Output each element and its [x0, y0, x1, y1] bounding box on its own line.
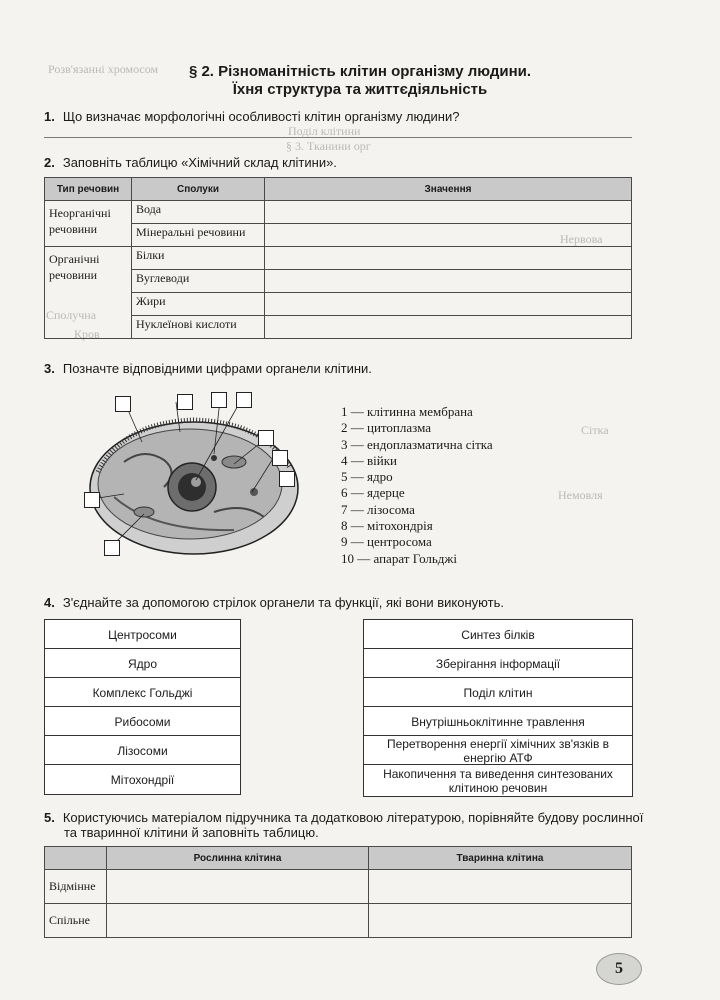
legend-item: 7 — лізосома: [341, 501, 415, 517]
question-4: [44, 594, 504, 611]
organelle-number-box[interactable]: [104, 540, 120, 556]
organelle-number-box[interactable]: [279, 471, 295, 487]
table-row: [45, 293, 632, 316]
legend-item: 9 — центросома: [341, 534, 432, 550]
question-2: [44, 154, 337, 171]
question-3: [44, 360, 372, 377]
organelle-box[interactable]: Центросоми: [44, 619, 241, 650]
row-label: Спільне: [45, 904, 107, 938]
question-text: З'єднайте за допомогою стрілок органели та функції, які вони виконують.: [62, 595, 504, 610]
legend-item: 3 — ендоплазматична сітка: [341, 436, 493, 452]
organelle-number-box[interactable]: [236, 392, 252, 408]
cell-comparison-table: [44, 846, 632, 938]
answer-cell[interactable]: [265, 316, 632, 339]
organelle-box[interactable]: Лізосоми: [44, 735, 241, 766]
legend-item: 5 — ядро: [341, 469, 393, 485]
organelle-box[interactable]: Ядро: [44, 648, 241, 679]
question-text: Що визначає морфологічні особливості клітин організму людини?: [62, 109, 460, 124]
function-box[interactable]: Зберігання інформації: [363, 648, 633, 679]
function-box[interactable]: Внутрішньоклітинне травлення: [363, 706, 633, 737]
question-5-continued: та тваринної клітини й заповніть таблицю.: [64, 825, 319, 840]
legend-item: 2 — цитоплазма: [341, 420, 431, 436]
table-header: Сполуки: [132, 178, 265, 201]
cell-diagram: [84, 402, 304, 562]
table-row: [45, 247, 632, 270]
legend-item: 10 — апарат Гольджі: [341, 550, 458, 566]
table-header: Тваринна клітина: [369, 847, 632, 870]
legend-item: 1 — клітинна мембрана: [341, 404, 473, 419]
organelle-box[interactable]: Комплекс Гольджі: [44, 677, 241, 708]
organelle-legend: [341, 404, 493, 567]
question-number: 5.: [44, 810, 55, 825]
legend-item: 8 — мітохондрія: [341, 518, 433, 534]
table-row: [45, 270, 632, 293]
substance-type-cell: Органічні речовини: [45, 247, 132, 339]
legend-item: 6 — ядерце: [341, 485, 405, 501]
organelle-number-box[interactable]: [272, 450, 288, 466]
organelle-box[interactable]: Мітохондрії: [44, 764, 241, 795]
table-row: [45, 904, 632, 938]
table-header: [45, 847, 107, 870]
section-subtitle: Їхня структура та життєдіяльність: [232, 81, 488, 98]
answer-cell[interactable]: [265, 224, 632, 247]
bleed-through-text: Поділ клітини: [288, 124, 361, 138]
function-box[interactable]: Накопичення та виведення синтезованих клітиною речовин: [363, 764, 633, 797]
table-row: [45, 316, 632, 339]
bleed-through-text: Нервова: [560, 232, 603, 246]
table-row: [45, 201, 632, 224]
answer-cell[interactable]: [265, 201, 632, 224]
question-text: Користуючись матеріалом підручника та додатковою літературою, порівняйте будову рослинної: [62, 810, 644, 825]
bleed-through-text: Сітка: [581, 423, 609, 437]
answer-cell[interactable]: [107, 870, 369, 904]
table-header: Тип речовин: [45, 178, 132, 201]
answer-cell[interactable]: [369, 870, 632, 904]
answer-cell[interactable]: [107, 904, 369, 938]
question-number: 1.: [44, 109, 55, 124]
organelle-number-box[interactable]: [258, 430, 274, 446]
answer-cell[interactable]: [265, 270, 632, 293]
bleed-through-text: § 3. Тканини орг: [286, 139, 371, 153]
answer-cell[interactable]: [265, 247, 632, 270]
table-header: Значення: [265, 178, 632, 201]
table-row: [45, 224, 632, 247]
answer-cell[interactable]: [265, 293, 632, 316]
bleed-through-text: Кров: [74, 327, 100, 341]
organelle-number-box[interactable]: [84, 492, 100, 508]
compound-cell: Нуклеїнові кислоти: [132, 316, 265, 339]
compound-cell: Жири: [132, 293, 265, 316]
function-box[interactable]: Синтез білків: [363, 619, 633, 650]
row-label: Відмінне: [45, 870, 107, 904]
question-text: Заповніть таблицю «Хімічний склад клітини».: [62, 155, 337, 170]
function-box[interactable]: Перетворення енергії хімічних зв'язків в енергію АТФ: [363, 735, 633, 766]
organelle-box[interactable]: Рибосоми: [44, 706, 241, 737]
question-text: Позначте відповідними цифрами органели клітини.: [62, 361, 372, 376]
organelle-number-box[interactable]: [211, 392, 227, 408]
question-1: [44, 108, 459, 125]
legend-item: 4 — війки: [341, 452, 397, 468]
compound-cell: Мінеральні речовини: [132, 224, 265, 247]
answer-cell[interactable]: [369, 904, 632, 938]
substance-type-cell: Неорганічні речовини: [45, 201, 132, 247]
answer-line[interactable]: [44, 137, 632, 138]
organelle-number-box[interactable]: [177, 394, 193, 410]
table-header: Рослинна клітина: [107, 847, 369, 870]
bleed-through-text: Розв'язанні хромосом: [48, 62, 159, 76]
function-box[interactable]: Поділ клітин: [363, 677, 633, 708]
organelle-number-box[interactable]: [115, 396, 131, 412]
bleed-through-text: Немовля: [558, 488, 603, 502]
compound-cell: Білки: [132, 247, 265, 270]
question-number: 3.: [44, 361, 55, 376]
question-number: 4.: [44, 595, 55, 610]
chemical-composition-table: [44, 177, 632, 339]
compound-cell: Вуглеводи: [132, 270, 265, 293]
page-number: 5: [596, 953, 642, 985]
section-title: § 2. Різноманітність клітин організму людини.: [188, 63, 532, 80]
bleed-through-text: Сполучна: [46, 308, 97, 322]
table-row: [45, 870, 632, 904]
compound-cell: Вода: [132, 201, 265, 224]
question-number: 2.: [44, 155, 55, 170]
